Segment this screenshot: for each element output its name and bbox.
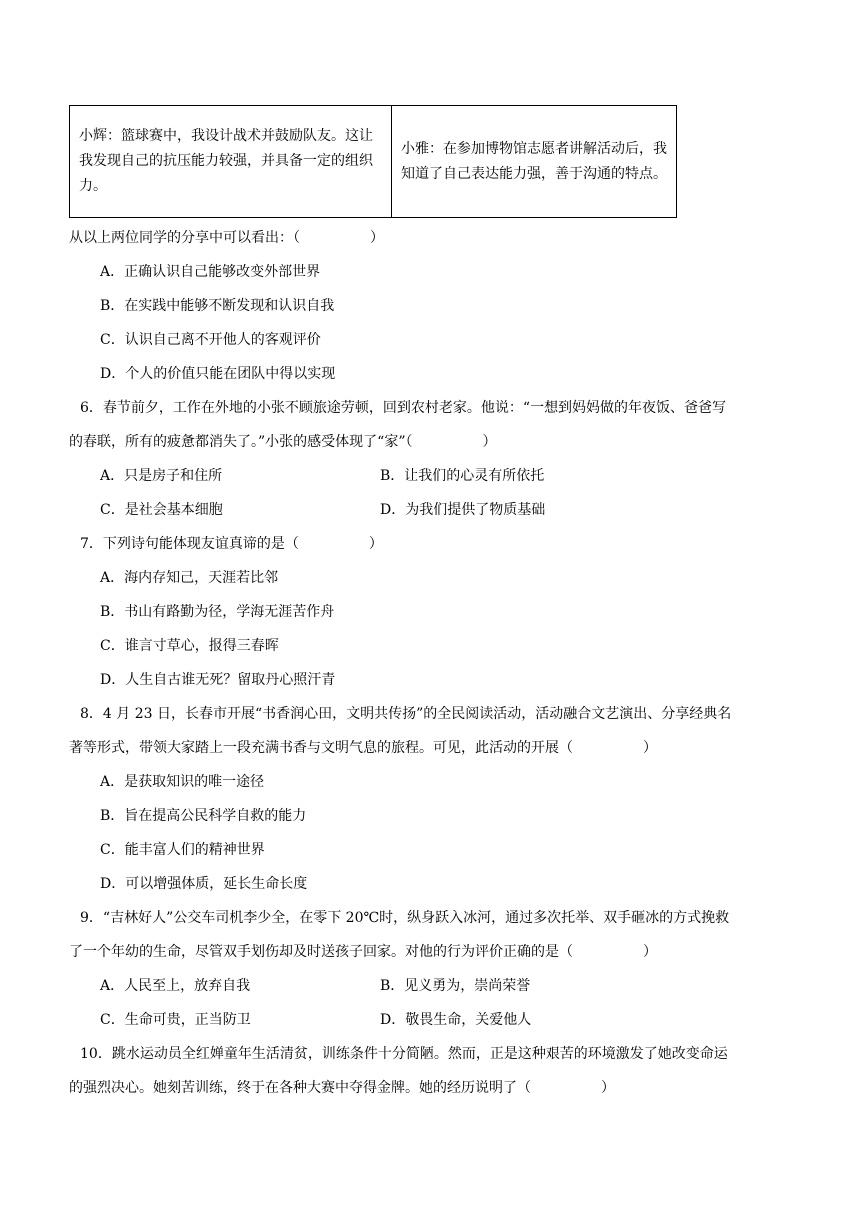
q5-option-b: B．在实践中能够不断发现和认识自我 <box>100 298 335 314</box>
q8-option-d: D．可以增强体质，延长生命长度 <box>100 876 308 892</box>
q6-option-c: C．是社会基本细胞 <box>100 502 223 518</box>
q10-stem-line2: 的强烈决心。她刻苦训练，终于在各种大赛中夺得金牌。她的经历说明了（ ） <box>69 1080 615 1096</box>
q7-option-d: D．人生自古谁无死？留取丹心照汗青 <box>100 672 336 688</box>
q8-option-c: C．能丰富人们的精神世界 <box>100 842 265 858</box>
xiaoya-cell: 小雅：在参加博物馆志愿者讲解活动后，我知道了自己表达能力强，善于沟通的特点。 <box>392 106 677 218</box>
q5-option-d: D．个人的价值只能在团队中得以实现 <box>100 366 336 382</box>
sharing-table <box>69 105 677 218</box>
q9-option-b: B．见义勇为，崇尚荣誉 <box>380 978 531 994</box>
q5-option-c: C．认识自己离不开他人的客观评价 <box>100 332 321 348</box>
q7-stem: 7．下列诗句能体现友谊真谛的是（ ） <box>80 536 383 552</box>
q5-option-a: A．正确认识自己能够改变外部世界 <box>100 264 321 280</box>
q9-option-c: C．生命可贵，正当防卫 <box>100 1012 251 1028</box>
q9-stem-line2: 了一个年幼的生命，尽管双手划伤却及时送孩子回家。对他的行为评价正确的是（ ） <box>69 944 657 960</box>
q6-option-d: D．为我们提供了物质基础 <box>380 502 546 518</box>
q9-option-d: D．敬畏生命，关爱他人 <box>380 1012 532 1028</box>
q8-stem-line2: 著等形式，带领大家踏上一段充满书香与文明气息的旅程。可见，此活动的开展（ ） <box>69 740 657 756</box>
q6-option-a: A．只是房子和住所 <box>100 468 223 484</box>
q9-stem-line1: 9．“吉林好人”公交车司机李少全，在零下 20℃时，纵身跃入冰河，通过多次托举、双手砸冰的方式挽救 <box>80 910 730 926</box>
q7-option-b: B．书山有路勤为径，学海无涯苦作舟 <box>100 604 335 620</box>
q8-option-b: B．旨在提高公民科学自救的能力 <box>100 808 307 824</box>
q10-stem-line1: 10．跳水运动员全红婵童年生活清贫，训练条件十分简陋。然而，正是这种艰苦的环境激发了她改变命运 <box>80 1046 728 1062</box>
q6-stem-line2: 的春联，所有的疲惫都消失了。”小张的感受体现了“家”（ ） <box>69 434 497 450</box>
q6-option-b: B．让我们的心灵有所依托 <box>380 468 545 484</box>
q8-option-a: A．是获取知识的唯一途径 <box>100 774 265 790</box>
q6-stem-line1: 6．春节前夕，工作在外地的小张不顾旅途劳顿，回到农村老家。他说：“一想到妈妈做的年夜饭、爸爸写 <box>80 400 727 416</box>
q9-option-a: A．人民至上，放弃自我 <box>100 978 251 994</box>
q5-stem: 从以上两位同学的分享中可以看出：（ ） <box>69 230 384 246</box>
xiaohui-cell: 小辉：篮球赛中，我设计战术并鼓励队友。这让我发现自己的抗压能力较强，并具备一定的组织力。 <box>70 106 392 218</box>
q7-option-c: C．谁言寸草心，报得三春晖 <box>100 638 279 654</box>
q8-stem-line1: 8．4 月 23 日，长春市开展“书香润心田，文明共传扬”的全民阅读活动，活动融合文艺演出、分享经典名 <box>80 706 732 722</box>
q7-option-a: A．海内存知己，天涯若比邻 <box>100 570 279 586</box>
